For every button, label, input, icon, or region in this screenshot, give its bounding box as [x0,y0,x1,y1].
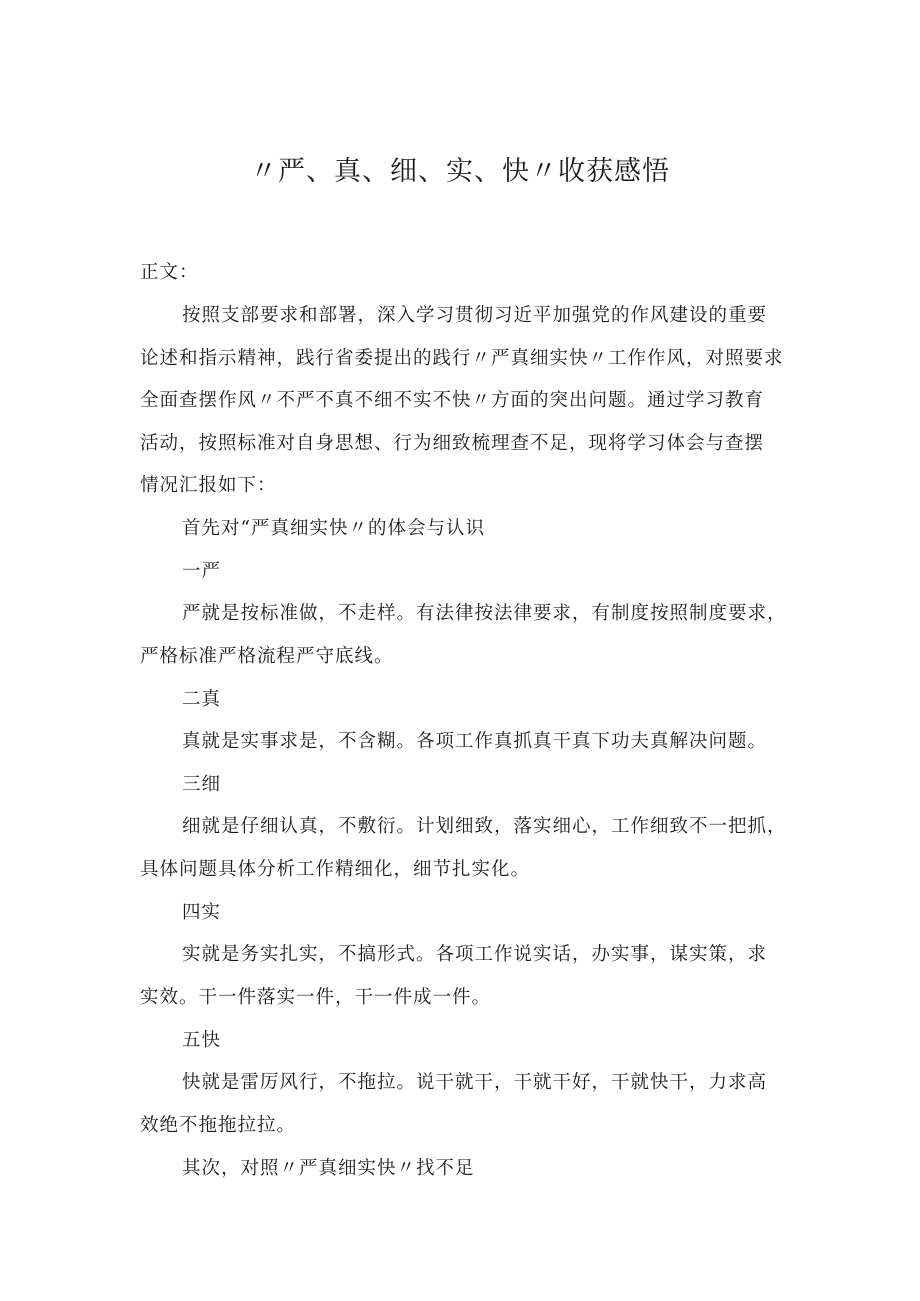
section-heading-text: 首先对“严真细实快〃的体会与认识 [182,518,485,539]
item-heading-text: 四实 [182,902,222,923]
paragraph-line: 效绝不拖拖拉拉。 [140,1114,297,1136]
item-heading-true [140,679,790,722]
item-heading-text: 五快 [182,1030,222,1051]
item-paragraph-strict [140,593,790,678]
item-heading-solid [140,892,790,935]
item-heading-strict [140,551,790,594]
intro-line: 全面查摆作风〃不严不真不细不实不快〃方面的突出问题。通过学习教育 [140,390,765,411]
paragraph-line: 真就是实事求是，不含糊。各项工作真抓真干真下功夫真解决问题。 [182,731,768,752]
paragraph-line: 具体问题具体分析工作精细化，细节扎实化。 [140,858,531,880]
intro-paragraph [140,295,790,508]
intro-line: 情况汇报如下： [140,475,277,496]
document-title: 〃严、真、细、实、快〃收获感悟 [250,156,670,187]
intro-line: 活动，按照标准对自身思想、行为细致梳理查不足，现将学习体会与查摆 [140,432,765,454]
paragraph-line: 严格标准严格流程严守底线。 [140,645,394,667]
item-heading-text: 一严 [182,561,222,582]
paragraph-line: 实就是务实扎实，不搞形式。各项工作说实话，办实事，谋实策，求 [182,944,768,965]
item-heading-text: 三细 [182,774,222,795]
item-paragraph-detailed [140,806,790,891]
section-heading-text: 其次，对照〃严真细实快〃找不足 [182,1158,475,1179]
paragraph-line: 实效。干一件落实一件，干一件成一件。 [140,986,492,1008]
intro-line: 论述和指示精神，践行省委提出的践行〃严真细实快〃工作作风，对照要求 [140,347,784,369]
item-heading-detailed [140,764,790,807]
item-heading-fast [140,1020,790,1063]
item-paragraph-true [140,721,790,764]
item-heading-text: 二真 [182,689,222,710]
section-heading-understanding [140,508,790,551]
paragraph-line: 细就是仔细认真，不敷衍。计划细致，落实细心，工作细致不一把抓， [182,816,787,837]
intro-line: 按照支部要求和部署，深入学习贯彻习近平加强党的作风建设的重要 [182,305,768,326]
paragraph-line: 严就是按标准做，不走样。有法律按法律要求，有制度按照制度要求， [182,603,787,624]
item-paragraph-solid [140,934,790,1019]
section-heading-shortcomings [140,1148,790,1191]
body-label: 正文： [140,262,199,283]
paragraph-line: 快就是雷厉风行，不拖拉。说干就干，干就干好，干就快干，力求高 [182,1072,768,1093]
item-paragraph-fast [140,1062,790,1147]
